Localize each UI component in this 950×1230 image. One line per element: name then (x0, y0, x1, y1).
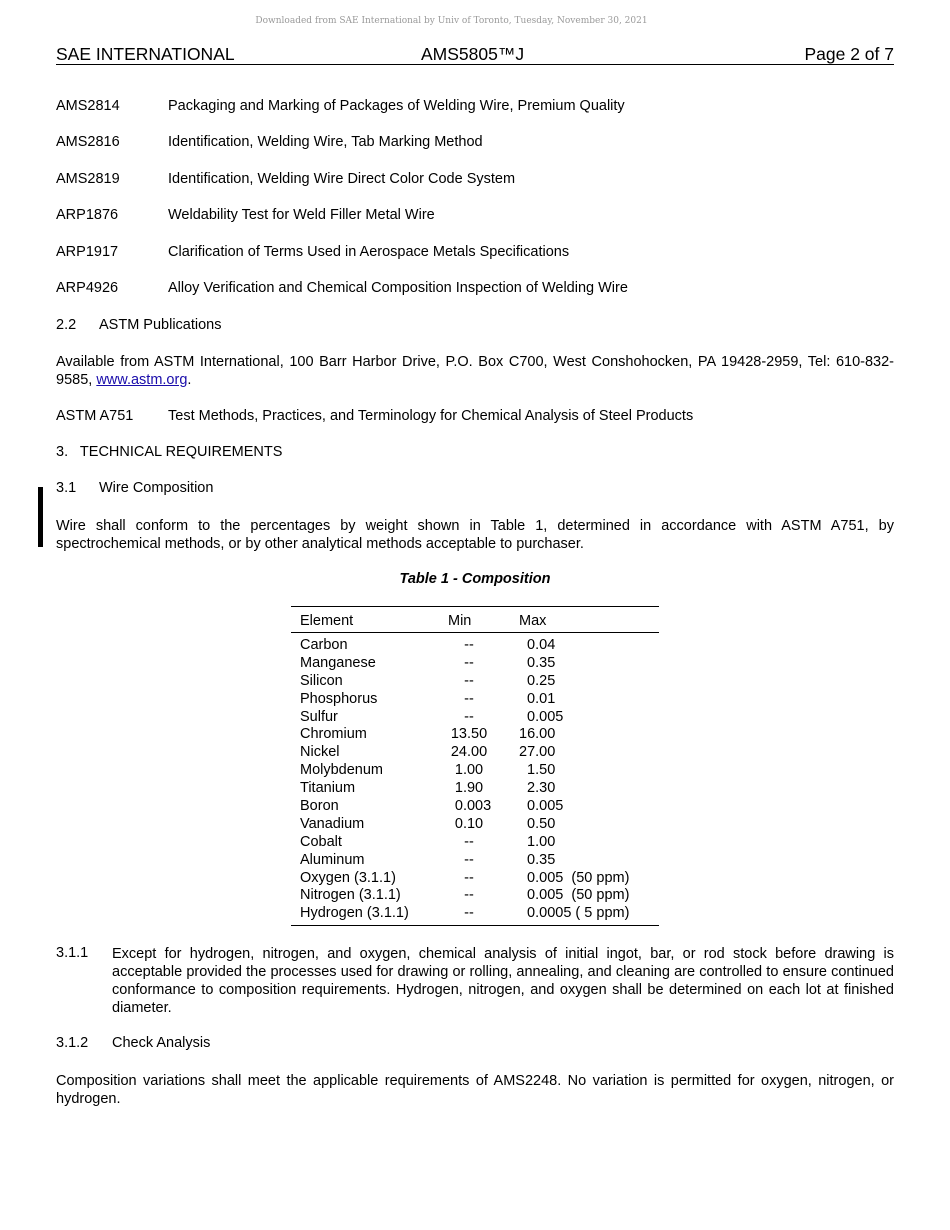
cell-min: -- (464, 887, 474, 904)
table-row (291, 816, 659, 834)
cell-max: 0.005 (50 ppm) (519, 869, 630, 886)
cell-element: Hydrogen (3.1.1) (300, 905, 409, 922)
header-min: Min (448, 613, 472, 629)
cell-min: -- (464, 905, 474, 922)
cell-max: 0.005 (519, 708, 564, 725)
reference-code: AMS2819 (56, 171, 120, 187)
cell-min: 0.10 (454, 815, 484, 832)
cell-min: 0.003 (446, 798, 492, 815)
cell-max: 0.0005 ( 5 ppm) (519, 905, 630, 922)
table-body (291, 633, 659, 925)
cell-max: 16.00 (519, 726, 556, 743)
table-header-row (291, 607, 659, 633)
astm-after-link: . (187, 372, 192, 388)
table-row (291, 870, 659, 888)
reference-title: Weldability Test for Weld Filler Metal Wire (168, 207, 435, 223)
cell-min: -- (464, 654, 474, 671)
cell-max: 2.30 (519, 780, 556, 797)
cell-element: Oxygen (3.1.1) (300, 869, 396, 886)
cell-min: -- (464, 708, 474, 725)
cell-min: 13.50 (450, 726, 488, 743)
wire-composition-paragraph: Wire shall conform to the percentages by weight shown in Table 1, determined in accordance with ASTM A751, by spectrochemical methods, or by other analytical methods acceptable to purchaser. (56, 518, 894, 552)
technical-requirements-heading: 3. TECHNICAL REQUIREMENTS (56, 444, 283, 460)
cell-element: Sulfur (300, 708, 338, 725)
table-row (291, 762, 659, 780)
cell-element: Aluminum (300, 851, 365, 868)
cell-element: Chromium (300, 726, 367, 743)
header-publisher: SAE INTERNATIONAL (56, 44, 235, 64)
cell-element: Titanium (300, 780, 356, 797)
table-row (291, 691, 659, 709)
header-element: Element (300, 613, 354, 629)
cell-element: Vanadium (300, 815, 365, 832)
cell-max: 27.00 (519, 744, 556, 761)
reference-code: ARP4926 (56, 280, 119, 296)
cell-min: -- (464, 833, 474, 850)
cell-element: Silicon (300, 672, 343, 689)
header-doc-number: AMS5805™J (421, 44, 525, 64)
astm-availability-paragraph (56, 353, 894, 389)
section-number: 3.1 (56, 480, 77, 496)
cell-max: 0.25 (519, 672, 556, 689)
cell-max: 0.04 (519, 637, 556, 653)
reference-title: Test Methods, Practices, and Terminology for Chemical Analysis of Steel Products (168, 408, 694, 424)
cell-min: 24.00 (450, 744, 488, 761)
table-row (291, 887, 659, 905)
reference-code: AMS2816 (56, 134, 120, 150)
cell-max: 0.35 (519, 654, 556, 671)
cell-element: Molybdenum (300, 762, 384, 779)
table-row (291, 905, 659, 923)
reference-code: ARP1917 (56, 244, 119, 260)
table-row (291, 780, 659, 798)
reference-title: Clarification of Terms Used in Aerospace Metals Specifications (168, 244, 570, 260)
table-row (291, 709, 659, 727)
table-row (291, 744, 659, 762)
cell-min: -- (464, 637, 474, 653)
cell-min: 1.90 (454, 780, 484, 797)
section-title: Wire Composition (99, 480, 214, 496)
table-row (291, 726, 659, 744)
cell-min: 1.00 (454, 762, 484, 779)
header-page-number: Page 2 of 7 (804, 44, 894, 64)
cell-max: 0.50 (519, 815, 556, 832)
cell-element: Carbon (300, 637, 348, 653)
table-row (291, 834, 659, 852)
cell-min: -- (464, 690, 474, 707)
cell-min: -- (464, 851, 474, 868)
section-number: 2.2 (56, 317, 77, 333)
reference-code: ASTM A751 (56, 408, 134, 424)
table-caption: Table 1 - Composition (399, 571, 551, 587)
cell-max: 0.01 (519, 690, 556, 707)
section-number: 3.1.2 (56, 1035, 89, 1051)
cell-element: Boron (300, 798, 339, 815)
composition-table (291, 606, 659, 926)
header-max: Max (519, 613, 547, 629)
cell-min: -- (464, 672, 474, 689)
cell-element: Manganese (300, 654, 376, 671)
table-row (291, 798, 659, 816)
table-row (291, 673, 659, 691)
cell-element: Cobalt (300, 833, 342, 850)
cell-element: Nitrogen (3.1.1) (300, 887, 401, 904)
reference-code: ARP1876 (56, 207, 119, 223)
cell-element: Nickel (300, 744, 340, 761)
revision-change-bar (38, 487, 43, 547)
reference-title: Identification, Welding Wire Direct Color Code System (168, 171, 516, 187)
check-analysis-paragraph: Composition variations shall meet the applicable requirements of AMS2248. No variation is permitted for oxygen, nitrogen, or hydrogen. (56, 1073, 894, 1107)
table-row (291, 655, 659, 673)
table-row (291, 637, 659, 655)
section-title: Check Analysis (112, 1035, 211, 1051)
cell-min: -- (464, 869, 474, 886)
cell-max: 0.35 (519, 851, 556, 868)
cell-max: 0.005 (519, 798, 564, 815)
astm-website-link[interactable]: www.astm.org (96, 372, 188, 388)
astm-availability-text: Available from ASTM International, 100 Barr Harbor Drive, P.O. Box C700, West Conshohocken, PA 19428-2959, Tel: 610-832-9585, (56, 354, 894, 388)
table-row (291, 852, 659, 870)
cell-max: 1.50 (519, 762, 556, 779)
page-header (56, 44, 894, 65)
section-number: 3.1.1 (56, 945, 89, 961)
section-3-1-1-text: Except for hydrogen, nitrogen, and oxygen, chemical analysis of initial ingot, bar, or rod stock before drawing is acceptable provided the processes used for drawing or rolling, annealing, and cleaning are controlled to ensure continued conformance to composition requirements. Hydrogen, nitrogen, and oxygen shall be determined on each lot at finished diameter. (112, 946, 894, 1016)
reference-code: AMS2814 (56, 98, 120, 114)
download-watermark: Downloaded from SAE International by Univ of Toronto, Tuesday, November 30, 2021 (255, 16, 648, 26)
section-title: ASTM Publications (99, 317, 222, 333)
reference-title: Identification, Welding Wire, Tab Marking Method (168, 134, 483, 150)
reference-title: Alloy Verification and Chemical Composition Inspection of Welding Wire (168, 280, 628, 296)
cell-max: 0.005 (50 ppm) (519, 887, 630, 904)
cell-element: Phosphorus (300, 690, 378, 707)
reference-title: Packaging and Marking of Packages of Welding Wire, Premium Quality (168, 98, 625, 114)
cell-max: 1.00 (519, 833, 556, 850)
